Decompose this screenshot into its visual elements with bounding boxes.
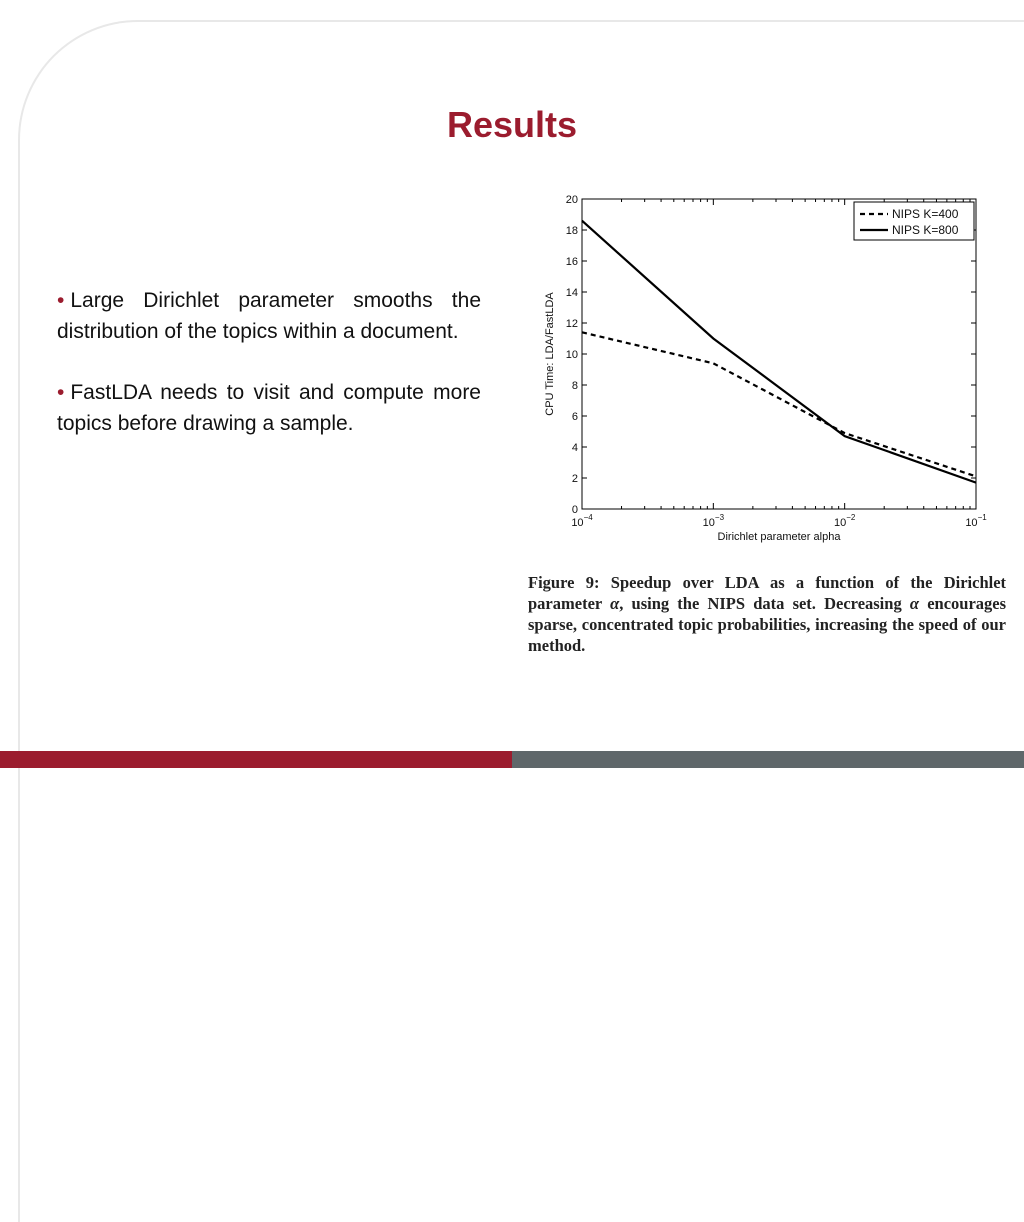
y-tick-label: 4 — [571, 442, 578, 454]
speedup-chart — [535, 185, 995, 555]
x-tick-label: $10^{-3}$ — [702, 513, 725, 529]
bullet-dot-icon: • — [57, 381, 65, 404]
y-tick-label: 18 — [565, 225, 578, 237]
caption-label: Figure 9: — [528, 573, 600, 592]
caption-alpha: α — [610, 594, 620, 613]
legend-label: NIPS K=400 — [892, 207, 959, 221]
series-line — [582, 221, 976, 483]
bullet-dot-icon: • — [57, 289, 65, 312]
y-tick-label: 20 — [565, 194, 578, 206]
x-tick-label: $10^{-1}$ — [965, 513, 987, 529]
y-tick-label: 12 — [565, 318, 578, 330]
y-tick-label: 0 — [571, 504, 578, 516]
caption-text: , using the NIPS data set. Decreasing — [619, 594, 902, 613]
series-line — [582, 332, 976, 476]
slide-title: Results — [446, 104, 578, 145]
caption-text: encourages sparse, concentrated topic probabilities, increasing the speed of our method. — [528, 594, 1007, 655]
caption-alpha: α — [909, 594, 920, 613]
y-axis-label: CPU Time: LDA/FastLDA — [544, 292, 556, 416]
x-axis-label: Dirichlet parameter alpha — [717, 531, 841, 543]
y-tick-label: 14 — [565, 287, 578, 299]
y-tick-label: 8 — [571, 380, 578, 392]
bullet-text: FastLDA needs to visit and compute more topics before drawing a sample. — [57, 381, 481, 435]
bullet-text: Large Dirichlet parameter smooths the distribution of the topics within a document. — [57, 289, 481, 343]
y-tick-label: 2 — [571, 473, 578, 485]
y-tick-label: 10 — [565, 349, 578, 361]
bullet-item — [57, 377, 481, 439]
x-tick-label: $10^{-4}$ — [571, 513, 593, 529]
bullet-list — [57, 285, 481, 469]
legend-label: NIPS K=800 — [892, 223, 959, 237]
x-tick-label: $10^{-2}$ — [833, 513, 856, 529]
caption-text: Speedup over LDA as a function of the Dirichlet parameter — [528, 573, 1007, 613]
figure-caption — [528, 572, 1006, 656]
footer-bar-red — [0, 751, 512, 768]
y-tick-label: 6 — [571, 411, 578, 423]
bullet-item — [57, 285, 481, 347]
y-tick-label: 16 — [565, 256, 578, 268]
footer-bar-gray — [512, 751, 1024, 768]
